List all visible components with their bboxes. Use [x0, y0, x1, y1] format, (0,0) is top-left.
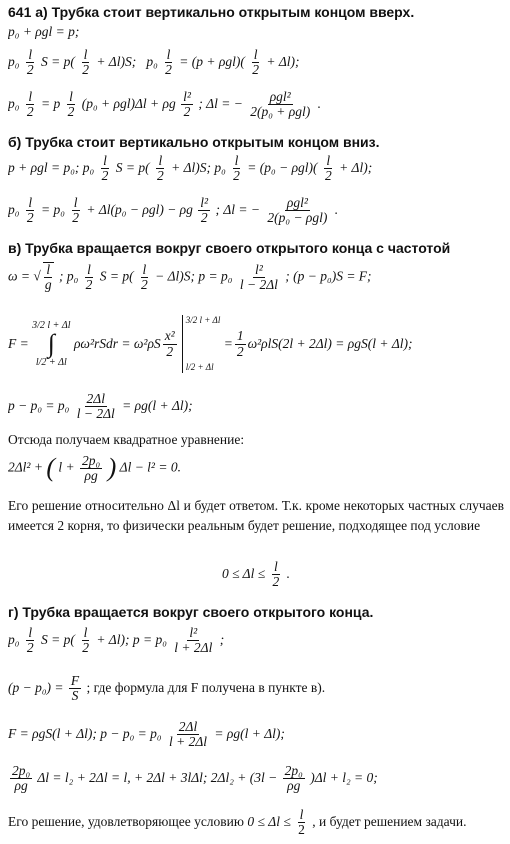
- fraction: [235, 329, 246, 358]
- section-b-heading: [8, 134, 504, 152]
- frac-den: 2: [183, 104, 191, 120]
- equation-text: ω =: [8, 268, 31, 284]
- frac-den: 2: [85, 276, 93, 292]
- frac-num: l: [326, 154, 331, 168]
- equation-text: .: [317, 95, 321, 111]
- equation-text: F =: [8, 335, 29, 351]
- section-d-eq2: [8, 674, 504, 703]
- equation-text: = ρg(l + Δl);: [122, 397, 193, 413]
- frac-den: 2: [166, 343, 174, 359]
- equation-text: p₀: [8, 53, 20, 69]
- fraction: [43, 262, 54, 292]
- fraction: [25, 90, 36, 119]
- frac-num: F: [70, 674, 80, 688]
- section-d-eq1: [8, 626, 504, 655]
- fraction: [25, 196, 36, 225]
- equation-text: S = p(: [40, 631, 75, 647]
- frac-den: ρg: [14, 778, 28, 794]
- frac-den: 2: [236, 343, 244, 359]
- frac-num: l²: [254, 262, 263, 277]
- section-d-eq4: [8, 764, 504, 793]
- fraction: [80, 454, 102, 483]
- equation-text: p₀: [146, 53, 158, 69]
- frac-den: l − 2Δl: [239, 276, 278, 292]
- frac-den: 2: [298, 822, 305, 838]
- section-d-conclusion: [8, 808, 504, 837]
- frac-den: 2: [72, 210, 80, 226]
- equation-text: p₀: [8, 201, 20, 217]
- fraction: [167, 720, 209, 749]
- frac-num: l: [103, 154, 107, 168]
- equation-text: ;: [219, 631, 225, 647]
- frac-den: S: [71, 688, 79, 704]
- fraction: [80, 626, 91, 655]
- section-b-title: б) Трубка стоит вертикально открытым концом вниз.: [8, 134, 380, 150]
- equation-text: )Δl + l₂ = 0;: [310, 769, 378, 785]
- frac-num: 2p₀: [12, 764, 31, 778]
- equation-text: Δl − l² = 0.: [119, 459, 181, 475]
- fraction: [25, 48, 36, 77]
- frac-num: l: [28, 90, 33, 104]
- frac-den: ρg: [287, 778, 301, 794]
- frac-num: l: [28, 196, 33, 210]
- frac-num: ρgl²: [269, 90, 291, 104]
- frac-num: l: [166, 48, 171, 62]
- equation-text: = ρg(l + Δl);: [214, 725, 285, 741]
- frac-num: l: [253, 48, 258, 62]
- frac-den: l + 2Δl: [174, 640, 213, 656]
- section-c-title: в) Трубка вращается вокруг своего открытого конца с частотой: [8, 240, 451, 256]
- section-d-heading: [8, 604, 504, 622]
- frac-den: 2: [26, 62, 34, 78]
- fraction: [25, 626, 36, 655]
- frac-den: 2: [82, 640, 89, 656]
- equation-text: 0 ≤ Δl ≤: [247, 813, 291, 829]
- fraction: [70, 196, 81, 225]
- equation-text: ; Δl = −: [215, 201, 260, 217]
- equation-text: S = p(: [40, 53, 75, 69]
- equation-text: F = ρgS(l + Δl); p − p₀ = p₀: [8, 725, 162, 741]
- equation-text: ; p₀: [58, 268, 79, 284]
- equation-text: (p − p₀) =: [8, 679, 64, 695]
- frac-den: l + 2Δl: [168, 734, 208, 750]
- section-c-eq3: [8, 392, 504, 421]
- fraction: [10, 764, 32, 793]
- fraction: [163, 329, 177, 358]
- frac-num: 1: [236, 328, 244, 344]
- frac-num: l: [46, 262, 51, 277]
- paragraph-text: Отсюда получаем квадратное уравнение:: [8, 432, 245, 447]
- section-b-eq2: [8, 196, 504, 225]
- section-a-eq3: [8, 90, 504, 119]
- right-paren-icon: ): [107, 453, 117, 482]
- fraction: [100, 154, 111, 183]
- section-c-heading: [8, 240, 504, 258]
- frac-num: l: [83, 626, 88, 640]
- frac-num: l²: [200, 196, 209, 210]
- equation-text: l +: [58, 459, 75, 475]
- equation-text: ; (p − p₀)S = F;: [285, 268, 372, 284]
- frac-den: 2: [67, 104, 75, 120]
- frac-num: l: [28, 626, 33, 640]
- fraction: [238, 263, 280, 292]
- fraction: [250, 48, 261, 77]
- evaluation-limits: [186, 315, 221, 373]
- fraction: [198, 196, 210, 225]
- equation-text: p + ρgl = p₀; p₀: [8, 159, 95, 175]
- frac-num: l: [234, 154, 239, 168]
- fraction: [271, 560, 282, 589]
- frac-den: 2: [82, 62, 89, 78]
- equation-text: + Δl);: [339, 159, 373, 175]
- eval-lower-limit: l/2 + Δl: [185, 361, 214, 372]
- section-c-condition: [8, 560, 504, 589]
- equation-text: = p: [40, 95, 61, 111]
- frac-den: 2: [233, 168, 240, 184]
- integral: [32, 320, 70, 368]
- fraction: [66, 90, 77, 119]
- integral-limits: [32, 320, 70, 368]
- frac-num: 2Δl: [86, 392, 105, 406]
- frac-den: 2(p₀ − ρgl): [267, 210, 328, 226]
- sqrt: √ $\frac{l}{g}$: [33, 262, 52, 293]
- section-c-eq2: [8, 310, 504, 378]
- fraction: [181, 90, 193, 119]
- paragraph-text: Его решение, удовлетворяющее условию: [8, 813, 244, 829]
- frac-num: l: [69, 90, 73, 104]
- equation-text: S = p(: [99, 268, 134, 284]
- equation-text: .: [334, 201, 339, 217]
- frac-den: 2: [252, 62, 259, 78]
- fraction: [69, 674, 81, 703]
- equation-text: S = p(: [115, 159, 150, 175]
- section-c-paragraph: [8, 496, 504, 537]
- frac-num: l: [28, 48, 33, 62]
- frac-num: x²: [164, 328, 175, 344]
- equation-text: 2Δl² +: [8, 459, 43, 475]
- section-c-eq1: [8, 262, 504, 292]
- fraction: [139, 263, 150, 292]
- frac-num: l: [73, 196, 78, 210]
- equation-text: = (p + ρgl)(: [179, 53, 245, 69]
- frac-den: 2: [26, 210, 34, 226]
- fraction: [283, 764, 305, 793]
- left-paren-icon: (: [46, 453, 56, 482]
- fraction: [296, 808, 307, 837]
- equation-text: =: [223, 335, 233, 351]
- frac-den: 2: [272, 574, 280, 590]
- fraction: [163, 48, 174, 77]
- equation-text: p₀: [8, 631, 20, 647]
- equation-text: p₀ + ρgl = p;: [8, 24, 80, 39]
- section-a-title: а) Трубка стоит вертикально открытым концом вверх.: [35, 4, 415, 20]
- frac-num: l: [142, 262, 147, 277]
- frac-den: 2: [156, 168, 164, 184]
- frac-den: ρg: [84, 467, 98, 483]
- equation-text: Δl = l₂ + 2Δl = l, + 2Δl + 3lΔl; 2Δl₂ + (3l −: [37, 769, 278, 785]
- frac-num: 2p₀: [284, 764, 303, 778]
- frac-num: l: [87, 262, 91, 277]
- frac-den: 2: [26, 104, 34, 120]
- frac-num: l: [83, 48, 88, 62]
- frac-den: 2: [324, 168, 332, 184]
- frac-den: 2: [26, 640, 34, 656]
- equation-text: .: [286, 565, 290, 581]
- integral-lower-limit: l/2 + Δl: [35, 357, 67, 368]
- frac-den: g: [44, 277, 52, 293]
- frac-num: l: [299, 808, 304, 822]
- equation-text: ω²ρlS(2l + 2Δl) = ρgS(l + Δl);: [247, 335, 413, 351]
- equation-text: + Δl(p₀ − ρgl) − ρg: [86, 201, 193, 217]
- equation-text: + Δl);: [266, 53, 300, 69]
- section-c-eq4: [8, 452, 504, 485]
- frac-den: l − 2Δl: [76, 406, 115, 422]
- equation-text: ; Δl = −: [198, 95, 243, 111]
- equation-text: = p₀: [40, 201, 65, 217]
- paragraph-text: Его решение относительно Δl и будет ответом. Т.к. кроме некоторых частных случаев имеется 2 корня, то физически реальным будет решение, подходящее под условие: [8, 498, 504, 534]
- integral-sign-icon: ∫: [47, 329, 55, 358]
- equation-text: + Δl)S; p₀: [171, 159, 226, 175]
- frac-den: 2: [165, 62, 172, 78]
- section-d-eq3: [8, 720, 504, 749]
- equation-text: 0 ≤ Δl ≤: [222, 565, 266, 581]
- frac-num: 2Δl: [178, 720, 198, 734]
- section-b-eq1: [8, 154, 504, 183]
- equation-text: p₀: [8, 95, 20, 111]
- fraction: [265, 196, 329, 225]
- frac-num: 2p₀: [82, 452, 101, 468]
- evaluation-bar: [182, 315, 183, 373]
- section-a-eq2: [8, 48, 504, 77]
- frac-den: 2: [200, 210, 208, 226]
- equation-text: (p₀ + ρgl)Δl + ρg: [81, 95, 176, 111]
- frac-num: l: [273, 560, 278, 574]
- section-a-eq1: [8, 24, 504, 41]
- paragraph-text: , и будет решением задачи.: [312, 813, 467, 829]
- equation-text: + Δl)S;: [96, 53, 137, 69]
- section-a-heading: [8, 4, 504, 22]
- fraction: [75, 392, 117, 421]
- frac-den: 2: [101, 168, 109, 184]
- frac-num: l²: [183, 90, 191, 104]
- equation-text: ρω²rSdr = ω²ρS: [73, 335, 161, 351]
- fraction: [84, 263, 95, 292]
- fraction: [172, 626, 214, 655]
- section-c-text1: [8, 432, 504, 449]
- frac-den: 2: [141, 276, 148, 292]
- fraction: [231, 154, 242, 183]
- equation-text: + Δl); p = p₀: [96, 631, 167, 647]
- frac-num: ρgl²: [286, 196, 308, 210]
- fraction: [80, 48, 91, 77]
- equation-text: p − p₀ = p₀: [8, 397, 70, 413]
- equation-text: = (p₀ − ρgl)(: [247, 159, 318, 175]
- eval-upper-limit: 3/2 l + Δl: [185, 315, 221, 325]
- fraction: [248, 90, 312, 119]
- integral-upper-limit: 3/2 l + Δl: [32, 320, 71, 331]
- problem-number: 641: [8, 4, 32, 20]
- fraction: [323, 154, 334, 183]
- frac-num: l²: [189, 626, 198, 640]
- equation-text: − Δl)S; p = p₀: [155, 268, 233, 284]
- frac-num: l: [158, 154, 163, 168]
- equation-text: ; где формула для F получена в пункте в).: [86, 679, 326, 695]
- fraction: [155, 154, 166, 183]
- section-d-title: г) Трубка вращается вокруг своего открытого конца.: [8, 604, 374, 620]
- frac-den: 2(p₀ + ρgl): [250, 104, 311, 120]
